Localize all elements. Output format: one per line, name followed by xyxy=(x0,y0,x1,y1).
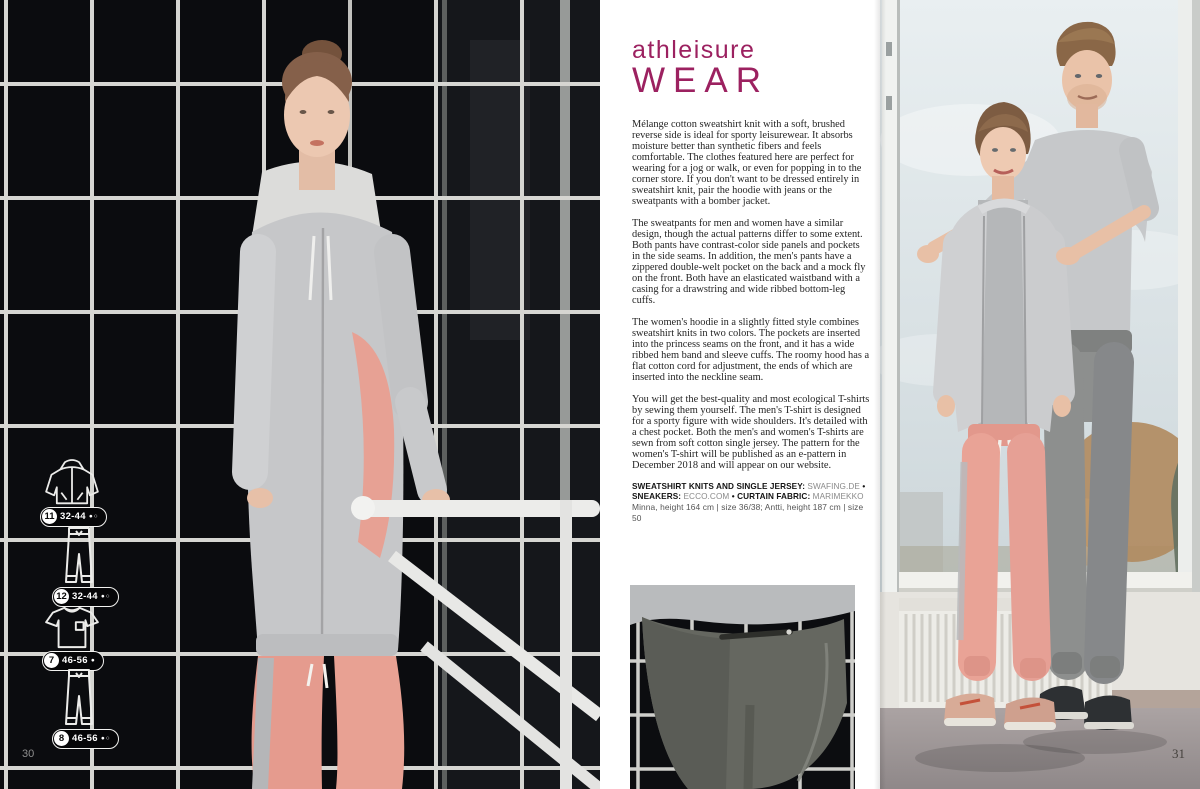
pattern-item-womens-pants xyxy=(52,526,119,607)
credit-run: • xyxy=(729,491,738,501)
article-title-line1: athleisure xyxy=(632,36,756,64)
credit-run: ECCO.COM xyxy=(681,491,730,501)
tshirt-line-drawing-icon xyxy=(42,604,102,650)
credit-run: SNEAKERS: xyxy=(632,491,682,501)
credit-run: SWAFING.DE xyxy=(805,481,860,491)
page-gutter-divider xyxy=(874,0,886,789)
article-paragraph: The women's hoodie in a slightly fitted style combines sweatshirt knits in two colors. The pockets are inserted into the princess seams on the front, and it has a wide ribbed hem band and sleeve cuffs. The roomy hood has a flat cotton cord for adjustment, the ends of which are inserted into the neckline seam. xyxy=(632,316,870,383)
difficulty-dots: ●○ xyxy=(88,513,99,520)
article-paragraph: You will get the best-quality and most ecological T-shirts by sewing them yourself. The men's T-shirt is designed for a sporty figure with wide shoulders. It's detailed with a chest pocket. Both the men's and women's T-shirts are sewn from soft cotton single jersey. The pattern for the women's T-shirt will be published as an e-pattern in December 2018 and will appear on our website. xyxy=(632,393,870,471)
pattern-item-hoodie xyxy=(40,456,107,527)
pattern-item-mens-pants xyxy=(52,668,119,749)
pattern-item-tshirt xyxy=(42,604,104,671)
pattern-size-range: 32-44 xyxy=(72,591,98,602)
pattern-size-range: 32-44 xyxy=(60,511,86,522)
pattern-pill xyxy=(40,507,107,527)
pattern-number: 12 xyxy=(54,589,69,604)
difficulty-dots: ● xyxy=(90,657,96,664)
pattern-size-range: 46-56 xyxy=(62,655,88,666)
page-number-right: 31 xyxy=(1172,746,1185,761)
pattern-size-range: 46-56 xyxy=(72,733,98,744)
right-page-photo xyxy=(880,0,1200,789)
pants-line-drawing-icon xyxy=(60,526,98,586)
pattern-number: 11 xyxy=(42,509,57,524)
article-paragraph: Mélange cotton sweatshirt knit with a soft, brushed reverse side is ideal for sporty leisurewear. It absorbs moisture better than synthetic fibers and feels comfortable. The clothes featured here are perfect for wearing for a jog or walk, or even for popping in to the corner store. If you don't want to be dressed entirely in sweatshirt knit, pair the hoodie with jeans or the sweatpants with a bomber jacket. xyxy=(632,118,862,207)
credits-block xyxy=(632,482,870,524)
credit-run: CURTAIN FABRIC: xyxy=(737,491,811,501)
pattern-number: 7 xyxy=(44,653,59,668)
credit-run: SWEATSHIRT KNITS AND SINGLE JERSEY: xyxy=(632,481,806,491)
pattern-pill xyxy=(52,729,119,749)
floor-shadow xyxy=(1023,730,1167,754)
article-title-line2: WEAR xyxy=(632,61,769,100)
difficulty-dots: ●○ xyxy=(100,593,111,600)
pants-line-drawing-icon xyxy=(60,668,98,728)
credit-run: Minna, height 164 cm | size 36/38; Antti, height 187 cm | size 50 xyxy=(632,501,864,523)
credit-line xyxy=(632,482,870,492)
article-paragraphs xyxy=(632,119,870,471)
credit-line xyxy=(632,492,870,502)
credit-line xyxy=(632,502,870,524)
article-paragraph: The sweatpants for men and women have a similar design, though the actual patterns differ to some extent. Both pants have contrast-color side panels and pockets in the side seams. In addition, the men's pants have a zippered double-welt pocket on the back and a mock fly on the front. Both have an elasticated waistband with a casing for a drawstring and wide ribbed bottom-leg cuffs. xyxy=(632,217,866,306)
page-number-left: 30 xyxy=(22,748,35,760)
hoodie-line-drawing-icon xyxy=(40,456,104,506)
credit-run: MARIMEKKO xyxy=(810,491,864,501)
detail-photo-mens-pants xyxy=(630,585,855,789)
difficulty-dots: ●○ xyxy=(100,735,111,742)
pattern-number: 8 xyxy=(54,731,69,746)
credit-run: • xyxy=(859,481,866,491)
